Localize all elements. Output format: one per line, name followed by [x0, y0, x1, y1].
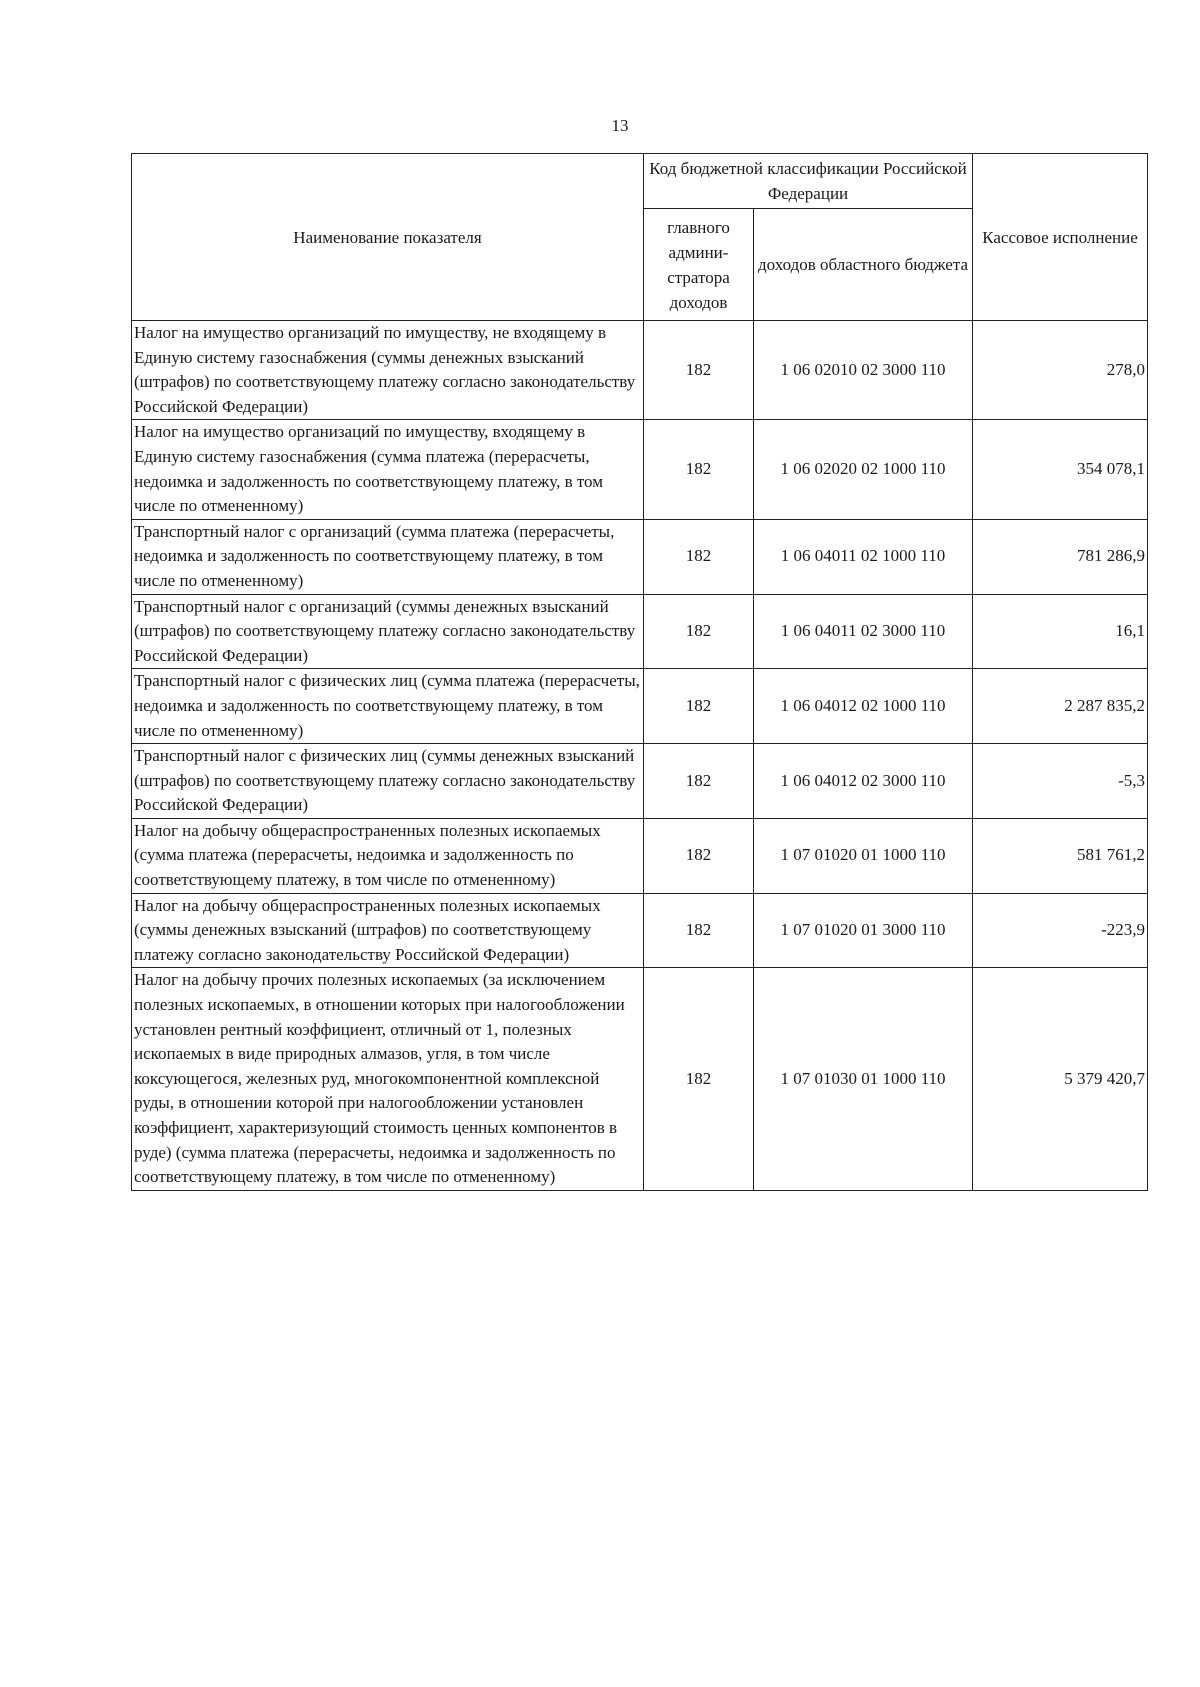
admin-code: 182	[644, 519, 754, 594]
table-row	[132, 968, 1148, 1190]
cash-execution-amount: -223,9	[973, 893, 1148, 968]
indicator-name: Налог на добычу общераспространенных полезных ископаемых (сумма платежа (перерасчеты, недоимка и задолженность по соответствующему платежу, в том числе по отмененному)	[132, 818, 644, 893]
table-row	[132, 818, 1148, 893]
income-code: 1 07 01020 01 3000 110	[754, 893, 973, 968]
cash-execution-amount: -5,3	[973, 744, 1148, 819]
page-number: 13	[611, 116, 629, 135]
cash-execution-amount: 278,0	[973, 321, 1148, 420]
table-row	[132, 744, 1148, 819]
indicator-name: Налог на имущество организаций по имуществу, не входящему в Единую систему газоснабжения (суммы денежных взысканий (штрафов) по соответствующему платежу согласно законодательству Российской Федерации)	[132, 321, 644, 420]
cash-execution-amount: 2 287 835,2	[973, 669, 1148, 744]
admin-code: 182	[644, 669, 754, 744]
admin-code: 182	[644, 420, 754, 519]
income-code: 1 06 04011 02 3000 110	[754, 594, 973, 669]
income-code: 1 06 04012 02 1000 110	[754, 669, 973, 744]
admin-code: 182	[644, 744, 754, 819]
indicator-name: Транспортный налог с физических лиц (суммы денежных взысканий (штрафов) по соответствующему платежу согласно законодательству Российской Федерации)	[132, 744, 644, 819]
table-row	[132, 420, 1148, 519]
income-code: 1 07 01030 01 1000 110	[754, 968, 973, 1190]
admin-code: 182	[644, 818, 754, 893]
indicator-name: Транспортный налог с организаций (сумма платежа (перерасчеты, недоимка и задолженность по соответствующему платежу, в том числе по отмененному)	[132, 519, 644, 594]
indicator-name: Налог на добычу прочих полезных ископаемых (за исключением полезных ископаемых, в отношении которых при налогообложении установлен рентный коэффициент, отличный от 1, полезных ископаемых в виде природных алмазов, угля, в том числе коксующегося, железных руд, многокомпонентной комплексной руды, в отношении которой при налогообложении установлен коэффициент, характеризующий стоимость ценных компонентов в руде) (сумма платежа (перерасчеты, недоимка и задолженность по соответствующему платежу, в том числе по отмененному)	[132, 968, 644, 1190]
header-regional-income-code: доходов областного бюджета	[754, 209, 973, 321]
indicator-name: Налог на имущество организаций по имуществу, входящему в Единую систему газоснабжения (сумма платежа (перерасчеты, недоимка и задолженность по соответствующему платежу, в том числе по отмененному)	[132, 420, 644, 519]
indicator-name: Транспортный налог с организаций (суммы денежных взысканий (штрафов) по соответствующему платежу согласно законодательству Российской Федерации)	[132, 594, 644, 669]
cash-execution-amount: 16,1	[973, 594, 1148, 669]
header-chief-administrator: главного админи-стратора доходов	[644, 209, 754, 321]
income-code: 1 06 02020 02 1000 110	[754, 420, 973, 519]
admin-code: 182	[644, 321, 754, 420]
admin-code: 182	[644, 594, 754, 669]
income-code: 1 06 04012 02 3000 110	[754, 744, 973, 819]
cash-execution-amount: 581 761,2	[973, 818, 1148, 893]
header-classification-code: Код бюджетной классификации Российской Федерации	[644, 154, 973, 209]
income-code: 1 07 01020 01 1000 110	[754, 818, 973, 893]
cash-execution-amount: 781 286,9	[973, 519, 1148, 594]
table-row	[132, 594, 1148, 669]
cash-execution-amount: 354 078,1	[973, 420, 1148, 519]
table-row	[132, 519, 1148, 594]
table-row	[132, 321, 1148, 420]
header-cash-execution: Кассовое исполнение	[973, 154, 1148, 321]
cash-execution-amount: 5 379 420,7	[973, 968, 1148, 1190]
admin-code: 182	[644, 968, 754, 1190]
indicator-name: Налог на добычу общераспространенных полезных ископаемых (суммы денежных взысканий (штрафов) по соответствующему платежу согласно законодательству Российской Федерации)	[132, 893, 644, 968]
table-row	[132, 893, 1148, 968]
income-code: 1 06 02010 02 3000 110	[754, 321, 973, 420]
income-code: 1 06 04011 02 1000 110	[754, 519, 973, 594]
table-row	[132, 669, 1148, 744]
admin-code: 182	[644, 893, 754, 968]
header-indicator-name: Наименование показателя	[132, 154, 644, 321]
indicator-name: Транспортный налог с физических лиц (сумма платежа (перерасчеты, недоимка и задолженность по соответствующему платежу, в том числе по отмененному)	[132, 669, 644, 744]
budget-income-table	[131, 153, 1148, 1191]
